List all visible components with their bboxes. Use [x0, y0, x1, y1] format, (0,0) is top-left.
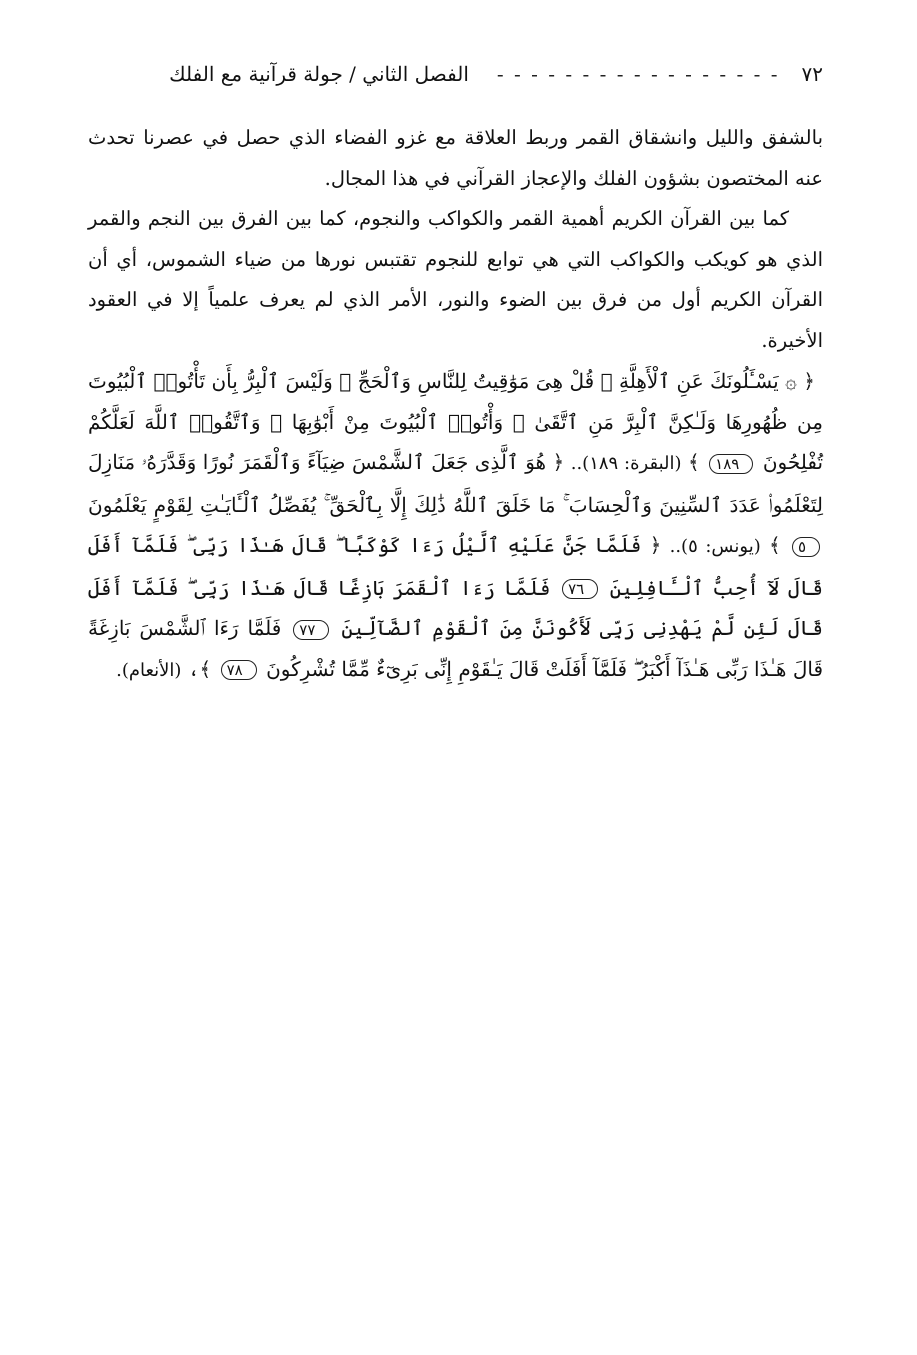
ayah-number-marker: ٥: [792, 537, 820, 557]
page-number: ٧٢: [801, 62, 823, 86]
ornate-close-bracket: ﴾: [769, 533, 781, 557]
paragraph-continuation: بالشفق والليل وانشقاق القمر وربط العلاقة مع غزو الفضاء الذي حصل في عصرنا تحدث عنه المختصون بشؤون الفلك والإعجاز القرآني في هذا المجال.: [88, 126, 823, 190]
ayah-number-marker: ٧٦: [562, 579, 598, 599]
ornate-open-bracket: ﴿: [649, 533, 662, 557]
header-dashes: - - - - - - - - - - - - - - - - -: [496, 62, 780, 86]
ornate-open-bracket: ﴿: [552, 450, 565, 474]
running-header: [88, 56, 823, 92]
quran-quotations: [88, 361, 823, 691]
paragraph-celestial-bodies: كما بين القرآن الكريم أهمية القمر والكواكب والنجوم، كما بين الفرق بين النجم والقمر الذي هو كويكب والكواكب التي هي توابع للنجوم تقتبس نورها من ضياء الشموس، أي أن القرآن الكريم أول من فرق بين الضوء والنور، الأمر الذي لم يعرف علمياً إلا في العقود الأخيرة.: [88, 207, 823, 352]
ornate-close-bracket: ﴾،: [187, 656, 212, 681]
ayah-number-marker: ١٨٩: [709, 454, 753, 474]
verse-baqarah-189: ۞ يَسْـَٔلُونَكَ عَنِ ٱلْأَهِلَّةِ ۖ قُلْ هِىَ مَوَٰقِيتُ لِلنَّاسِ وَٱلْحَجِّ ۗ وَلَيْسَ ٱلْبِرُّ بِأَن تَأْتُوا۟ ٱلْبُيُوتَ مِن ظُهُورِهَا وَلَـٰكِنَّ ٱلْبِرَّ مَنِ ٱتَّقَىٰ ۗ وَأْتُوا۟ ٱلْبُيُوتَ مِنْ أَبْوَٰبِهَا ۚ وَٱتَّقُوا۟ ٱللَّهَ لَعَلَّكُمْ تُفْلِحُونَ: [88, 369, 824, 474]
verse-anam-78: فَلَمَّا رَءَا ٱلشَّمْسَ بَازِغَةً قَالَ هَـٰذَا رَبِّى هَـٰذَآ أَكْبَرُ ۖ فَلَمَّآ أَفَلَتْ قَالَ يَـٰقَوْمِ إِنِّى بَرِىٓءٌ مِّمَّا تُشْرِكُونَ: [88, 616, 823, 681]
verse-reference: (الأنعام).: [116, 659, 182, 681]
chapter-title: الفصل الثاني / جولة قرآنية مع الفلك: [169, 62, 469, 86]
ayah-number-marker: ٧٨: [221, 660, 257, 680]
verse-reference: (البقرة: ١٨٩)..: [570, 453, 682, 474]
verse-anam-77: فَلَمَّا رَءَا ٱلْقَمَرَ بَازِغًا قَالَ هَـٰذَا رَبِّى ۖ فَلَمَّآ أَفَلَ قَالَ لَئِن لَّمْ يَهْدِنِى رَبِّى لَأَكُونَنَّ مِنَ ٱلْقَوْمِ ٱلضَّآلِّينَ: [88, 575, 823, 640]
ornate-close-bracket: ﴾: [687, 450, 700, 474]
verse-reference: (يونس: ٥)..: [669, 536, 761, 557]
ornate-open-bracket: ﴿: [803, 369, 815, 393]
book-page: [88, 56, 823, 691]
ayah-number-marker: ٧٧: [293, 620, 329, 640]
verse-yunus-5: هُوَ ٱلَّذِى جَعَلَ ٱلشَّمْسَ ضِيَآءً وَٱلْقَمَرَ نُورًا وَقَدَّرَهُۥ مَنَازِلَ لِتَعْلَمُوا۟ عَدَدَ ٱلسِّنِينَ وَٱلْحِسَابَ ۚ مَا خَلَقَ ٱللَّهُ ذَٰلِكَ إِلَّا بِٱلْحَقِّ ۚ يُفَصِّلُ ٱلْـَٔايَـٰتِ لِقَوْمٍ يَعْلَمُونَ: [88, 450, 823, 517]
page-body: [88, 118, 823, 691]
verse-anam-76: فَلَمَّا جَنَّ عَلَيْهِ ٱلَّيْلُ رَءَا كَوْكَبًا ۖ قَالَ هَـٰذَا رَبِّى ۖ فَلَمَّآ أَفَلَ قَالَ لَآ أُحِبُّ ٱلْـَٔافِلِينَ: [88, 533, 824, 600]
